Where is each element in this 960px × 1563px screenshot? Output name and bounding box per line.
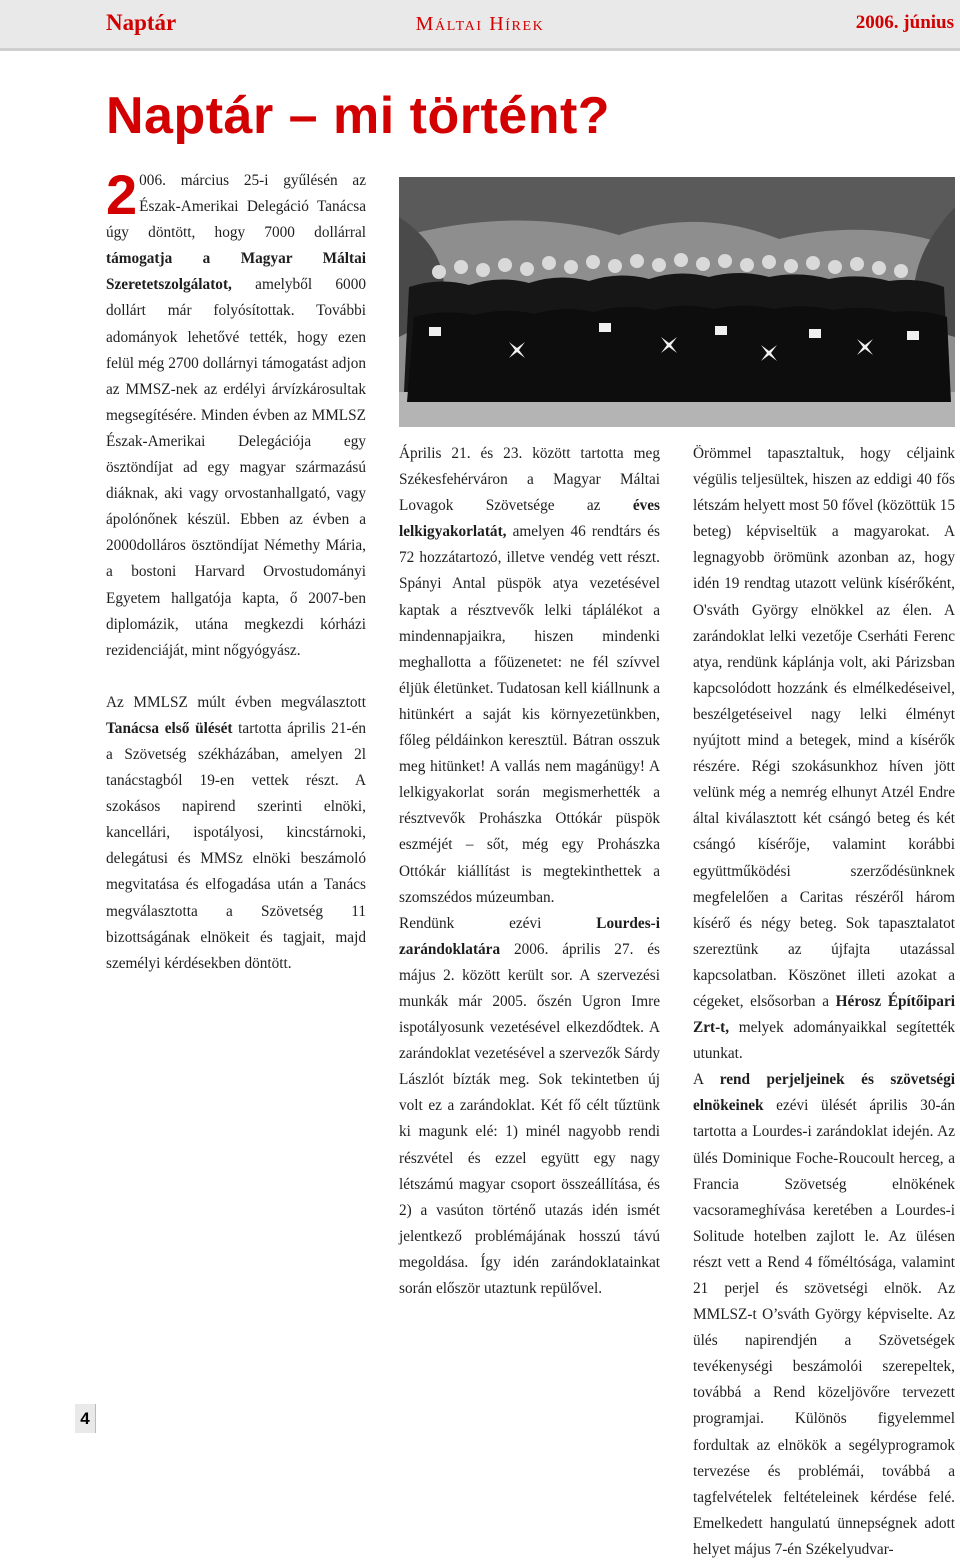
article-column-3 <box>693 441 955 1563</box>
article-paragraph: A rend perjeljeinek és szövetségi elnökeinek ezévi ülését április 30-án tartotta a Lourdes-i zarándoklat idején. Az ülés Dominique Foche-Roucoult herceg, a Francia Szövetség elnökének vacsorameghívása keretében a Lourdes-i Solitude hotelben zajlott le. Az ülésen részt vett a Rend 4 főméltósága, valamint 21 perjel és szövetségi elnök. Az MMLSZ-t O’sváth György képviselte. Az ülés napirendjén a Szövetségek tevékenységi beszámolói szerepeltek, továbbá a Rend közeljövőre tervezett programjai. Különös figyelemmel fordultak az elnökök a segélyprogramok tervezése és problémái, továbbá a tagfelvételek feltételeinek kérdése felé. Emelkedett hangulatú ünnepségnek adott helyet május 7-én Székelyudvar- <box>693 1071 955 1558</box>
page-header <box>0 0 960 51</box>
article-column-2 <box>399 441 660 1328</box>
article-paragraph: Az MMLSZ múlt évben megválasztott Tanácsa első ülését tartotta április 21-én a Szövetség székházában, amelyen 2l tanácstagból 19-en vettek részt. A szokásos napirend szerinti elnöki, kancellári, ispotályosi, kincstárnoki, delegátusi és MMSz elnöki beszámoló megvitatása és elfogadása után a Tanács megválasztotta a Szövetség 11 bizottságának elnökeit és tagjait, majd személyi kérdésekben döntött. <box>106 693 367 972</box>
issue-date: 2006. június <box>855 12 954 33</box>
page-title: Naptár – mi történt? <box>106 87 611 145</box>
section-name: Naptár <box>106 10 177 35</box>
article-paragraph: 2 006. március 25-i gyűlésén az Észak-Amerikai Delegáció Tanácsa úgy döntött, hogy 7000 dollárral támogatja a Magyar Máltai Szeretetszolgálatot, amelyből 6000 dollárt már folyósítottak. További adományok lehetővé tették, hogy ezen felül még 2700 dollárnyi támogatást adjon az MMSZ-nek az erdélyi árvízkárosultak megsegítésére. Minden évben az MMLSZ Észak-Amerikai Delegációja egy ösztöndíjat ad egy magyar származású diáknak, aki vagy orvostanhallgató, vagy ápolónőnek készül. Ebben az évben a 2000dolláros ösztöndíjat Némethy Mária, a bostoni Harvard Orvostudományi Egyetem hallgatója kapta, ő 2007-ben diplomázik, utána megkezdi kórházi rezidenciáját, mint nőgyógyász. <box>106 163 366 659</box>
publication-name: Máltai Hírek <box>415 13 545 35</box>
article-paragraph: Április 21. és 23. között tartotta meg Székesfehérváron a Magyar Máltai Lovagok Szövetsége az éves lelkigyakorlatát, amelyen 46 rendtárs és 72 hozzátartozó, illetve vendég vett részt. Spányi Antal püspök atya vezetésével kaptak a résztvevők lelki táplálékot a mindennapjaikra, hiszen mindenki meghallotta a főüzenetet: ne fél szívvel éljük életünket. Tudatosan kell kiállnunk a hitünkért a saját kis környezetünkben, főleg példáinkon keresztül. Bátran osszuk meg hitünket! A vallás nem magánügy! A lelkigyakorlat során megismerhették a résztvevők Prohászka Ottókár püspök eszméjét – sőt, még egy Prohászka Ottókár kiállítást is megtekinthettek a szomszédos múzeumban. <box>399 445 660 906</box>
group-photo <box>399 177 955 427</box>
group-photo-icon <box>399 177 955 427</box>
drop-cap: 2 <box>106 163 138 226</box>
article-paragraph: Rendünk ezévi Lourdes-i zarándoklatára 2006. április 27. és május 2. között került sor. A szervezési munkák már 2005. őszén Ugron Imre ispotályosunk vezetésével elkezdődtek. A zarándoklat vezetésével a szervezők Sárdy Lászlót bízták meg. Sok tekintetben új volt ez a zarándoklat. Két fő célt tűztünk ki magunk elé: 1) minél nagyobb rendi részvétel és ezzel együtt egy nagy létszámú magyar csoport összeállítása, és 2) a vasúton történő utazás idén ismét jelentkező problémájának hosszú távú megoldása. Így idén zarándoklatainkat során először utaztunk repülővel. <box>399 914 660 1297</box>
page-number: 4 <box>80 1409 90 1428</box>
page-number-box <box>75 1404 96 1433</box>
article-column-1 <box>106 163 367 1003</box>
article-paragraph: Örömmel tapasztaltuk, hogy céljaink végülis teljesültek, hiszen az eddigi 40 fős létszám helyett most 50 fővel (közöttük 15 beteg) képviseltük a magyarokat. A legnagyobb örömünk azonban az, hogy idén 19 rendtag utazott velünk kísérőként, O'sváth György elnökkel az élen. A zarándoklat lelki vezetője Cserháti Ferenc atya, rendünk káplánja volt, aki Párizsban kapcsolódott hozzánk és elmélkedéseivel, beszélgetéseivel nagy lelki élményt nyújtott mind a betegek, mind a kísérők részére. Régi szokásunkhoz híven jött velünk még a nemrég elhunyt Atzél Endre által kiválasztott két csángó beteg és két csángó kísérője, valamint korábbi együttműködési szerződésünknek megfelelően a Caritas részéről három kísérő és négy beteg. Sok tapasztalatot szereztünk az újfajta utazással kapcsolatban. Köszönet illeti azokat a cégeket, elsősorban a Hérosz Építőipari Zrt-t, melyek adományaikkal segítették utunkat. <box>693 445 955 1063</box>
